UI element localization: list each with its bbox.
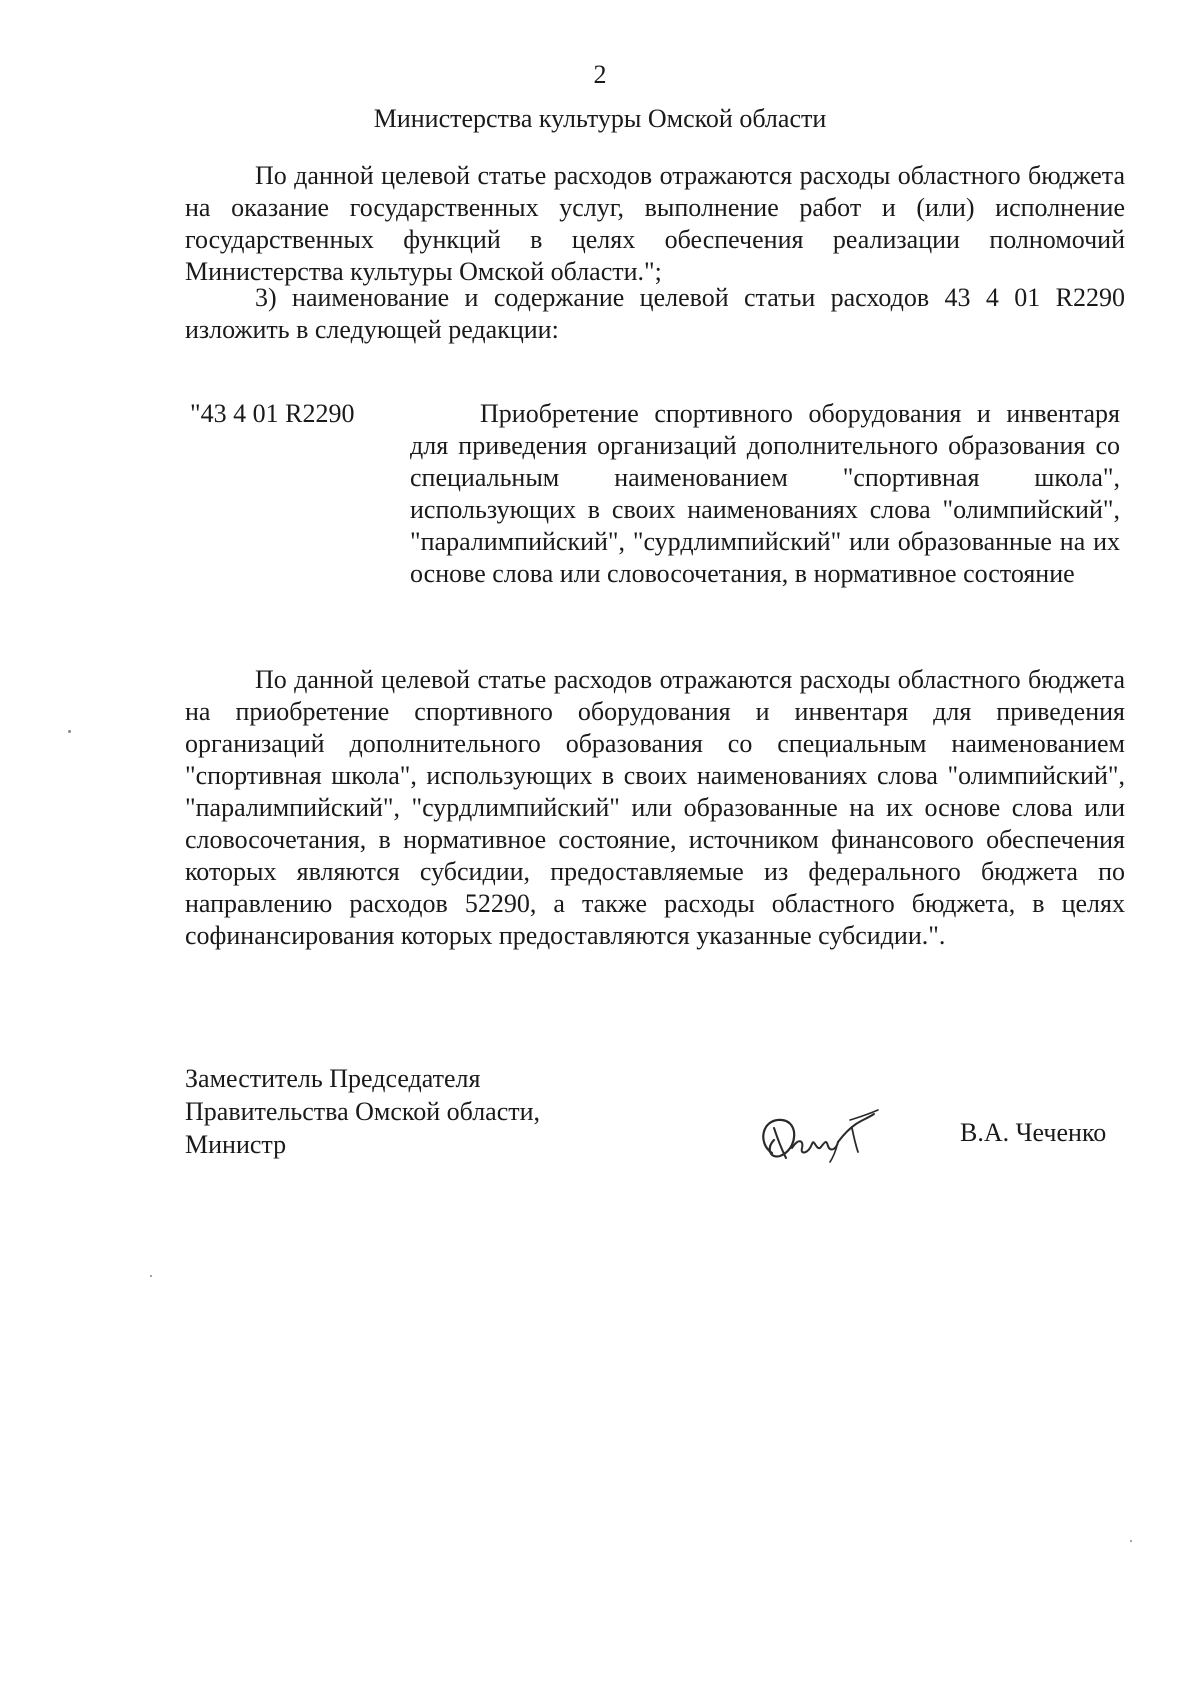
signatory-position bbox=[185, 1062, 705, 1161]
target-article-description: Приобретение спортивного оборудования и инвентаря для приведения организаций дополнительного образования со специальным наименованием "спортивная школа", использующих в своих наименованиях слова "олимпийский", "паралимпийский", "сурдлимпийский" или образованные на их основе слова или словосочетания, в нормативное состояние bbox=[410, 399, 1120, 588]
scan-speck bbox=[68, 730, 71, 733]
scan-speck bbox=[1130, 1540, 1132, 1542]
signer-name: В.А. Чеченко bbox=[960, 1118, 1107, 1147]
page-number: 2 bbox=[593, 60, 607, 89]
target-article-code: "43 4 01 R2290 bbox=[190, 399, 355, 428]
handwritten-signature-icon bbox=[752, 1098, 902, 1178]
paragraph-ministry-functions: По данной целевой статье расходов отражаются расходы областного бюджета на оказание государственных услуг, выполнение работ и (или) исполнение государственных функций в целях обеспечения реализации полномочий Министерства культуры Омской области."; bbox=[185, 161, 1125, 286]
target-article-entry bbox=[190, 398, 1125, 590]
continuation-heading: Министерства культуры Омской области bbox=[373, 104, 827, 133]
paragraph-item-3: 3) наименование и содержание целевой статьи расходов 43 4 01 R2290 изложить в следующей редакции: bbox=[185, 283, 1125, 344]
position-line: Правительства Омской области, bbox=[185, 1097, 541, 1126]
position-line: Министр bbox=[185, 1130, 287, 1159]
paragraph-sports-equipment-expenses: По данной целевой статье расходов отражаются расходы областного бюджета на приобретение спортивного оборудования и инвентаря для приведения организаций дополнительного образования со специальным наименованием "спортивная школа", использующих в своих наименованиях слова "олимпийский", "паралимпийский", "сурдлимпийский" или образованные на их основе слова или словосочетания, в нормативное состояние, источником финансового обеспечения которых являются субсидии, предоставляемые из федерального бюджета по направлению расходов 52290, а также расходы областного бюджета, в целях софинансирования которых предоставляются указанные субсидии.". bbox=[185, 665, 1125, 950]
scan-speck bbox=[150, 1275, 152, 1277]
position-line: Заместитель Председателя bbox=[185, 1064, 481, 1093]
